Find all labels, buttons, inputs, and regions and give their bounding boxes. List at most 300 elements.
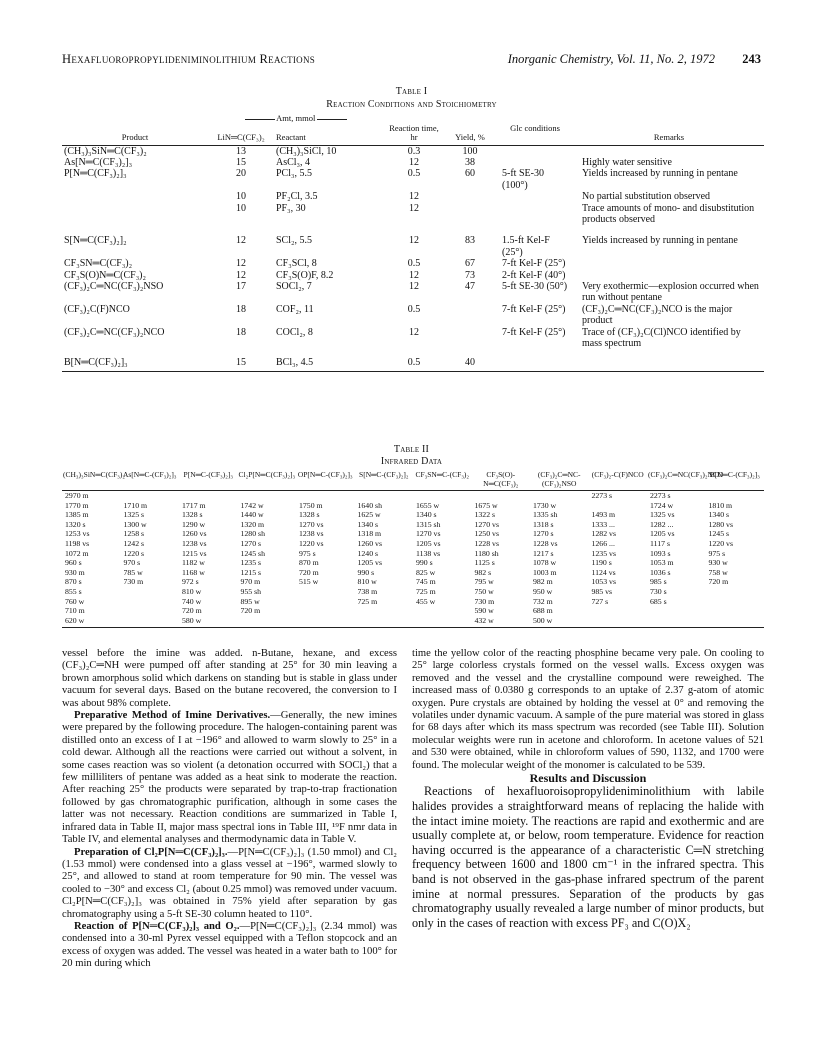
table2-cell: 1640 sh: [357, 500, 382, 510]
table1-caption: Reaction Conditions and Stoichiometry: [326, 99, 497, 110]
table2-cell: 1385 m: [65, 510, 89, 520]
table1-cell: 17: [236, 280, 246, 292]
table2-cell: 1340 s: [357, 519, 379, 529]
table2-cell: 1625 w: [357, 510, 381, 520]
table1-cell: 12: [409, 269, 419, 281]
table1-cell: SCl₂, 5.5: [276, 235, 312, 247]
table2-cell: [589, 501, 648, 511]
table2-col-header: P[N═C-(CF₃)₂]₃: [183, 470, 233, 479]
table1-cell: 0.3: [407, 145, 421, 157]
table1-cell: 60: [465, 168, 475, 180]
table2-cell: 455 w: [416, 596, 436, 606]
table2-cell: [355, 616, 414, 626]
right-column: [412, 648, 764, 930]
table2-cell: 1198 vs: [65, 538, 90, 548]
table1-cell: CF₃SCl, 8: [276, 258, 317, 270]
table1-cell: [496, 203, 574, 226]
table2-col-header: Cl₂P[N═C(CF₃)₂]₃: [238, 470, 296, 479]
table2-row: [62, 539, 764, 549]
table1-cell: CF₃S(O)F, 8.2: [276, 269, 334, 281]
table2-cell: [647, 606, 706, 616]
table2-cell: 1270 vs: [474, 519, 499, 529]
running-title: Hexafluoropropylideniminolithium Reactions: [62, 52, 316, 66]
table2-cell: [238, 491, 297, 501]
table1-label: Table I: [395, 86, 428, 97]
table1-row: [62, 145, 764, 157]
table1-cell: 83: [465, 235, 475, 247]
table2-row: [62, 587, 764, 597]
table2-cell: 1240 s: [357, 548, 379, 558]
table2-row: [62, 616, 764, 626]
table2-cell: 990 s: [416, 558, 433, 568]
table1-cell: [574, 357, 764, 368]
table2-cell: 1168 w: [182, 567, 205, 577]
table2-cell: 2273 s: [591, 491, 613, 500]
table1-cell: 10: [236, 191, 246, 203]
table2-col-header: CF₃SN═C-(CF₃)₂: [415, 470, 470, 479]
table2-cell: 985 vs: [591, 586, 613, 596]
table2-row: [62, 529, 764, 539]
table2-cell: [121, 491, 180, 501]
col-header: LiN═C(CF₃)₂: [217, 132, 265, 142]
table2-cell: 1253 vs: [65, 529, 90, 539]
table2-cell: 1325 s: [123, 510, 145, 520]
table1-cell: B[N═C(CF₃)₂]₃: [64, 357, 128, 369]
table2-cell: 500 w: [533, 615, 553, 625]
table1: [62, 114, 764, 372]
table2-cell: [706, 587, 765, 597]
table2-cell: 1053 m: [650, 558, 674, 568]
table1-cell: [574, 270, 764, 281]
table1-row: [62, 191, 764, 202]
table2-cell: 1270 s: [533, 529, 554, 539]
table1-cell: 5-ft SE-30 (50°): [502, 280, 568, 292]
table2-cell: 1675 w: [474, 500, 498, 510]
table1-cell: P[N═C(CF₃)₂]₃: [64, 168, 127, 180]
table1-cell: 15: [236, 357, 246, 369]
table2-cell: 515 w: [299, 577, 319, 587]
table2-row: [62, 510, 764, 520]
table2-cell: [706, 597, 765, 607]
table2-cell: 1205 vs: [650, 529, 675, 539]
table1-row: [62, 157, 764, 168]
table2-cell: [121, 616, 180, 626]
table1-cell: CF₃S(O)N═C(CF₃)₂: [64, 269, 147, 281]
table1-cell: [62, 203, 208, 226]
table2-row: [62, 558, 764, 568]
table2-col-header: OP[N═C-(CF₃)₂]₃: [297, 470, 353, 479]
table1-cell: PF₃, 30: [276, 202, 306, 214]
paragraph: Reactions of hexafluoroisopropylideniminolithium with labile halides provides a straightforward means of replacing the halide with the intact imine moiety. The reactions are rapid and exothermic and are usually complete at, or below, room temperature. Evidence for reaction having occurred is the appearance of a characteristic C═N stretching frequency between 1600 and 1800 cm⁻¹ in the infrared spectra. This band is not observed in the gas-phase infrared spectrum of the parent imine at normal pressures. Separation of the products by gas chromatography usually revealed a large number of minor products, but only in the cases of reaction with excess PF₃ and C(O)X₂: [412, 784, 764, 930]
table2-col-header: CF₃S(O)-N═C(CF₃)₂: [483, 470, 519, 488]
table2-cell: 730 s: [650, 586, 667, 596]
table2-cell: 1318 m: [357, 529, 382, 539]
table2-cell: 972 s: [182, 577, 199, 587]
table1-row: [62, 168, 764, 191]
table2-cell: 1215 s: [240, 567, 262, 577]
table2-cell: 955 sh: [240, 586, 262, 596]
table2-cell: 1036 s: [650, 567, 671, 577]
table2-cell: [355, 606, 414, 616]
table2-cell: 1810 m: [708, 500, 733, 510]
table2-cell: 975 s: [299, 548, 316, 558]
table2-cell: [530, 491, 589, 501]
table1-cell: S[N═C(CF₃)₂]₂: [64, 235, 127, 247]
table2-cell: [706, 491, 765, 501]
table2-cell: 1220 vs: [299, 538, 324, 548]
col-header: Yield, %: [455, 132, 485, 142]
table2-cell: 1220 s: [123, 548, 145, 558]
table2-cell: 1228 vs: [474, 538, 499, 548]
paragraph-heading: Reaction of P[N═C(CF₃)₂]₃ and O₂.: [74, 920, 240, 932]
table2: [62, 470, 764, 628]
table2-cell: [706, 616, 765, 626]
table2-cell: [589, 616, 648, 626]
table2-cell: [413, 491, 472, 501]
table1-cell: [444, 304, 496, 327]
table2-cell: 1078 w: [533, 558, 557, 568]
table2-cell: 710 m: [65, 606, 85, 616]
col-header: Remarks: [653, 132, 685, 142]
table2-cell: 1124 vs: [591, 567, 616, 577]
col-header: Reactant: [276, 132, 306, 142]
table2-row: [62, 606, 764, 616]
table1-cell: 12: [236, 269, 246, 281]
table1-row: [62, 235, 764, 258]
table2-row: [62, 568, 764, 578]
table2-cell: 688 m: [533, 606, 553, 616]
table2-cell: 1333 ...: [591, 519, 615, 529]
table2-cell: 825 w: [416, 567, 436, 577]
table1-cell: No partial substitution observed: [582, 191, 711, 203]
table2-cell: 580 w: [182, 615, 202, 625]
table2-cell: 1138 vs: [416, 548, 441, 558]
table1-cell: 47: [465, 280, 475, 292]
table1-cell: PF₂Cl, 3.5: [276, 191, 318, 203]
table2-header-row: [62, 470, 764, 488]
table2-cell: 1280 vs: [708, 519, 733, 529]
table1-cell: Trace of (CF₃)₂C(Cl)NCO identified by mass spectrum: [582, 326, 741, 349]
table2-cell: 1250 vs: [474, 529, 499, 539]
table2-cell: 1266 ...: [591, 538, 615, 548]
table2-label: Table II: [393, 444, 430, 455]
table2-cell: 1072 m: [65, 548, 89, 558]
table2-cell: 620 w: [65, 615, 85, 625]
table1-cell: [444, 203, 496, 226]
table2-cell: [296, 597, 355, 607]
table1-cell: Trace amounts of mono- and disubstitution products observed: [582, 202, 755, 225]
table2-cell: 1730 w: [533, 500, 557, 510]
table2-cell: 732 m: [533, 596, 553, 606]
journal-citation: Inorganic Chemistry, Vol. 11, No. 2, 1972: [507, 52, 715, 66]
table1-cell: (CF₃)₂C(F)NCO: [64, 303, 130, 315]
paragraph: Preparative Method of Imine Derivatives.—Generally, the new imines were prepared by the following procedure. The halogen-containing parent was distilled onto an excess of I at −196° and allowed to warm slowly to 25° in a cold dewar. Although all the reactions were carried out without a solvent, in some cases reaction was so violent (a detonation occurred with SOCl₂) that a few milliliters of pentane was added as a heat sink to moderate the reaction. After reaching 25° the products were separated by trap-to-trap fractionation followed by gas chromatographic purification, although in some cases the latter was not necessary. Reaction conditions are summarized in Table I, infrared data in Table II, major mass spectral ions in Table III, ¹⁹F nmr data in Table IV, and elemental analyses and thermodynamic data in Table V.: [62, 710, 397, 846]
table2-cell: 1190 s: [591, 558, 612, 568]
table2-cell: 1290 w: [182, 519, 206, 529]
table2-cell: 1282 vs: [591, 529, 616, 539]
table2-row: [62, 577, 764, 587]
section-title: Results and Discussion: [529, 771, 647, 786]
table1-cell: [444, 327, 496, 350]
page-header: [62, 52, 761, 68]
paragraph: Reaction of P[N═C(CF₃)₂]₃ and O₂.—P[N═C(CF₃)₂]₃ (2.34 mmol) was condensed into a 30-ml Pyrex vessel equipped with a Teflon stopcock and an excess of oxygen was added. The vessel was heated in a water bath to 100° for 20 min during which: [62, 920, 397, 970]
table2-cell: 1724 w: [650, 500, 674, 510]
table2-cell: 727 s: [591, 596, 609, 606]
table2-cell: 1260 vs: [182, 529, 207, 539]
table2-cell: 1003 m: [533, 567, 557, 577]
table1-cell: 38: [465, 156, 475, 168]
table2-cell: 2970 m: [65, 491, 89, 500]
table1-cell: [496, 191, 574, 202]
table2-row: [62, 597, 764, 607]
table2-cell: 760 w: [65, 596, 85, 606]
table2-cell: 750 w: [474, 586, 494, 596]
table1-cell: Very exothermic—explosion occurred when run without pentane: [582, 280, 759, 304]
table2-cell: 738 m: [357, 586, 378, 596]
table2-cell: 725 m: [357, 596, 378, 606]
table2-cell: 1205 vs: [416, 538, 441, 548]
table2-cell: [296, 491, 355, 501]
table2-cell: 960 s: [65, 558, 82, 568]
table2-row: [62, 501, 764, 511]
table2-cell: 810 w: [357, 577, 377, 587]
table2-cell: 982 s: [474, 567, 492, 577]
table2-cell: 758 w: [708, 567, 728, 577]
table2-cell: 1238 vs: [299, 529, 324, 539]
table2-cell: 1335 sh: [533, 510, 558, 520]
table1-cell: 5-ft SE-30 (100°): [502, 168, 544, 191]
table1-cell: 20: [236, 168, 246, 180]
table1-cell: 67: [465, 258, 475, 270]
table2-cell: 1320 s: [65, 519, 86, 529]
table1-cell: SOCl₂, 7: [276, 280, 312, 292]
table2-cell: 720 m: [708, 577, 729, 587]
table1-header-row: [62, 124, 764, 143]
table1-cell: 18: [236, 303, 246, 315]
table1-cell: COCl₂, 8: [276, 326, 313, 338]
table1-cell: 10: [236, 202, 246, 214]
table2-cell: 970 m: [240, 577, 261, 587]
table2-col-header: (CF₃)₂-C(F)NCO: [591, 470, 644, 479]
table2-cell: 720 m: [299, 567, 319, 577]
table2-cell: 990 s: [357, 567, 375, 577]
table2-cell: 1245 sh: [240, 548, 265, 558]
table1-cell: (CH₃)₃SiCl, 10: [276, 145, 337, 157]
table1-cell: 100: [462, 145, 478, 157]
table2-cell: [238, 616, 297, 626]
table2-row: [62, 520, 764, 530]
table2-cell: 1270 vs: [416, 529, 441, 539]
table2-row: [62, 491, 764, 501]
table1-cell: 2-ft Kel-F (40°): [502, 269, 566, 281]
table2-cell: 1325 vs: [650, 510, 675, 520]
table2-cell: 785 w: [123, 567, 143, 577]
table2-cell: 1205 vs: [357, 558, 382, 568]
table2-cell: 1655 w: [416, 500, 440, 510]
table1-cell: 12: [409, 191, 419, 203]
table1-cell: (CH₃)₃SiN═C(CF₃)₂: [64, 145, 147, 157]
table1-cell: [496, 157, 574, 168]
table2-cell: [589, 606, 648, 616]
table1-cell: [496, 357, 574, 368]
table2-cell: 1242 s: [123, 538, 145, 548]
paragraph-heading: Preparative Method of Imine Derivatives.: [74, 710, 271, 722]
table2-cell: 685 s: [650, 596, 667, 606]
table1-cell: 12: [409, 202, 419, 214]
table2-cell: 1322 s: [474, 510, 496, 520]
table1-cell: COF₂, 11: [276, 303, 314, 315]
paragraph-heading: Preparation of Cl₂P[N═C(CF₃)₂]₃.: [74, 846, 228, 858]
table2-cell: 745 m: [416, 577, 436, 587]
table1-cell: 12: [236, 258, 246, 270]
table2-cell: [296, 587, 355, 597]
table2-cell: 1280 sh: [240, 529, 265, 539]
table1-cell: 1.5-ft Kel-F (25°): [502, 235, 550, 258]
table2-cell: 1300 w: [123, 519, 147, 529]
table2-cell: 895 w: [240, 596, 260, 606]
table1-cell: Yields increased by running in pentane: [582, 235, 738, 247]
table2-cell: 1245 s: [708, 529, 730, 539]
table2-col-header: (CF₃)₂C═NC(CF₃)₂NCO: [648, 470, 724, 479]
table2-cell: 970 s: [123, 558, 141, 568]
table1-cell: 0.5: [407, 357, 421, 369]
col-header: Product: [121, 132, 149, 142]
table2-cell: 1493 m: [591, 510, 616, 520]
table2-cell: 985 s: [650, 577, 667, 587]
table1-cell: [574, 258, 764, 269]
amt-header: Amt, mmol: [208, 114, 384, 124]
table1-cell: [574, 145, 764, 157]
table1-cell: 12: [409, 156, 419, 168]
table2-cell: 1328 s: [299, 510, 320, 520]
table2-cell: 930 m: [65, 567, 85, 577]
table1-cell: (CF₃)₂C═NC(CF₃)₂NSO: [64, 280, 164, 292]
table1-row: [62, 357, 764, 368]
table2-cell: 1182 w: [182, 558, 205, 568]
table2-cell: 432 w: [474, 615, 494, 625]
paragraph: vessel before the imine was added. n-Butane, hexane, and excess (CF₃)₂C═NH were pumped off after standing at 25° for 30 min leaving a brown amorphous solid which darkens on standing but is stable in glass under vacuum for several days. Based on the butane recovered, the conversion to I was about 98% complete.: [62, 648, 397, 709]
table2-cell: [413, 616, 472, 626]
table2-cell: 1340 s: [708, 510, 730, 520]
table1-cell: 12: [409, 235, 419, 247]
table1-cell: 18: [236, 326, 246, 338]
table1-cell: BCl₃, 4.5: [276, 357, 314, 369]
table1-row: [62, 203, 764, 226]
table2-cell: 870 m: [299, 558, 319, 568]
table2-cell: 1742 w: [240, 500, 264, 510]
table2-col-header: (CH₃)₃SiN═C(CF₃)₂: [63, 470, 126, 479]
table2-cell: [706, 606, 765, 616]
table2-cell: [355, 491, 414, 501]
table1-cell: CF₃SN═C(CF₃)₂: [64, 258, 133, 270]
table2-cell: [121, 597, 180, 607]
table1-cell: 7-ft Kel-F (25°): [502, 258, 566, 270]
table2-cell: 1770 m: [65, 500, 89, 510]
table2-cell: 1340 s: [416, 510, 437, 520]
col-header: Reaction time, hr: [389, 122, 439, 142]
table1-cell: 0.5: [407, 303, 421, 315]
table2-cell: [296, 606, 355, 616]
table1-cell: 40: [465, 357, 475, 369]
table1-cell: AsCl₃, 4: [276, 156, 311, 168]
table1-cell: [444, 191, 496, 202]
table2-cell: 982 m: [533, 577, 553, 587]
table2-cell: 720 m: [240, 606, 261, 616]
table1-cell: [62, 191, 208, 202]
table2-cell: 1440 w: [240, 510, 264, 520]
table1-cell: 12: [409, 280, 419, 292]
table2-cell: 1220 vs: [708, 538, 733, 548]
table1-cell: 7-ft Kel-F (25°): [502, 303, 566, 315]
table1-cell: 12: [236, 235, 246, 247]
table1-cell: Yields increased by running in pentane: [582, 168, 738, 180]
table2-cell: 870 s: [65, 577, 82, 587]
table2-cell: 740 w: [182, 596, 202, 606]
table1-cell: As[N═C(CF₃)₂]₃: [64, 156, 133, 168]
table1-cell: PCl₃, 5.5: [276, 168, 312, 180]
table2-cell: 590 w: [474, 606, 494, 616]
table2-cell: 2273 s: [650, 491, 671, 500]
table2-col-header: S[N═C-(CF₃)₂]₂: [359, 470, 409, 479]
table2-col-header: (CF₃)₂C═NC-(CF₃)₂NSO: [537, 470, 581, 488]
table2-cell: 1258 s: [123, 529, 145, 539]
table2-row: [62, 549, 764, 559]
table1-cell: 0.5: [407, 258, 421, 270]
table2-cell: 930 w: [708, 558, 728, 568]
table2-cell: 1710 m: [123, 500, 148, 510]
table2-cell: 1328 s: [182, 510, 203, 520]
table1-cell: 0.5: [407, 168, 421, 180]
table2-cell: 1228 vs: [533, 538, 558, 548]
table2-cell: 1270 s: [240, 538, 262, 548]
paragraph: Preparation of Cl₂P[N═C(CF₃)₂]₃.—P[N═C(CF₃)₂]₃ (1.50 mmol) and Cl₂ (1.53 mmol) were condensed into a glass vessel at −196°, warmed slowly to 25°, and allowed to stand at room temperature for 90 min. The vessel was cooled to −30° and excess Cl₂ (about 0.25 mmol) was removed under vacuum. Cl₂P[N═C(CF₃)₂]₃ was obtained in 75% yield after separation by gas chromatography using a 5-ft SE-30 column heated to 110°.: [62, 846, 397, 920]
table2-cell: 1117 s: [650, 538, 670, 548]
table2-cell: 1093 s: [650, 548, 671, 558]
table2-cell: 1125 s: [474, 558, 495, 568]
table2-cell: 1320 m: [240, 519, 265, 529]
table2-cell: 1053 vs: [591, 577, 616, 587]
table2-cell: 725 m: [416, 586, 436, 596]
table2-cell: 950 w: [533, 586, 553, 596]
table1-cell: [496, 145, 574, 157]
table2-cell: [472, 491, 531, 501]
table2-cell: 1717 m: [182, 500, 206, 510]
table1-cell: (CF₃)₂C═NC(CF₃)₂NCO is the major product: [582, 303, 733, 327]
table2-cell: 1180 sh: [474, 548, 499, 558]
table2-cell: 1215 vs: [182, 548, 207, 558]
table1-row: [62, 304, 764, 327]
table2-cell: 810 w: [182, 586, 202, 596]
table1-cell: 7-ft Kel-F (25°): [502, 326, 566, 338]
table2-cell: 1270 vs: [299, 519, 324, 529]
table1-cell: 12: [409, 326, 419, 338]
table2-cell: 730 m: [123, 577, 144, 587]
table2-cell: 1217 s: [533, 548, 554, 558]
table2-cell: 1318 s: [533, 519, 554, 529]
table2-cell: [413, 606, 472, 616]
table2-cell: 1235 s: [240, 558, 262, 568]
table1-cell: 13: [236, 145, 246, 157]
table2-cell: 1282 ...: [650, 519, 674, 529]
table1-row: [62, 258, 764, 269]
table2-cell: 1750 m: [299, 500, 323, 510]
table2-cell: 855 s: [65, 586, 82, 596]
col-header: Glc conditions: [510, 122, 560, 133]
table1-row: [62, 270, 764, 281]
table2-cell: [121, 587, 180, 597]
table2-caption: Infrared Data: [380, 456, 443, 467]
table2-cell: [179, 491, 238, 501]
